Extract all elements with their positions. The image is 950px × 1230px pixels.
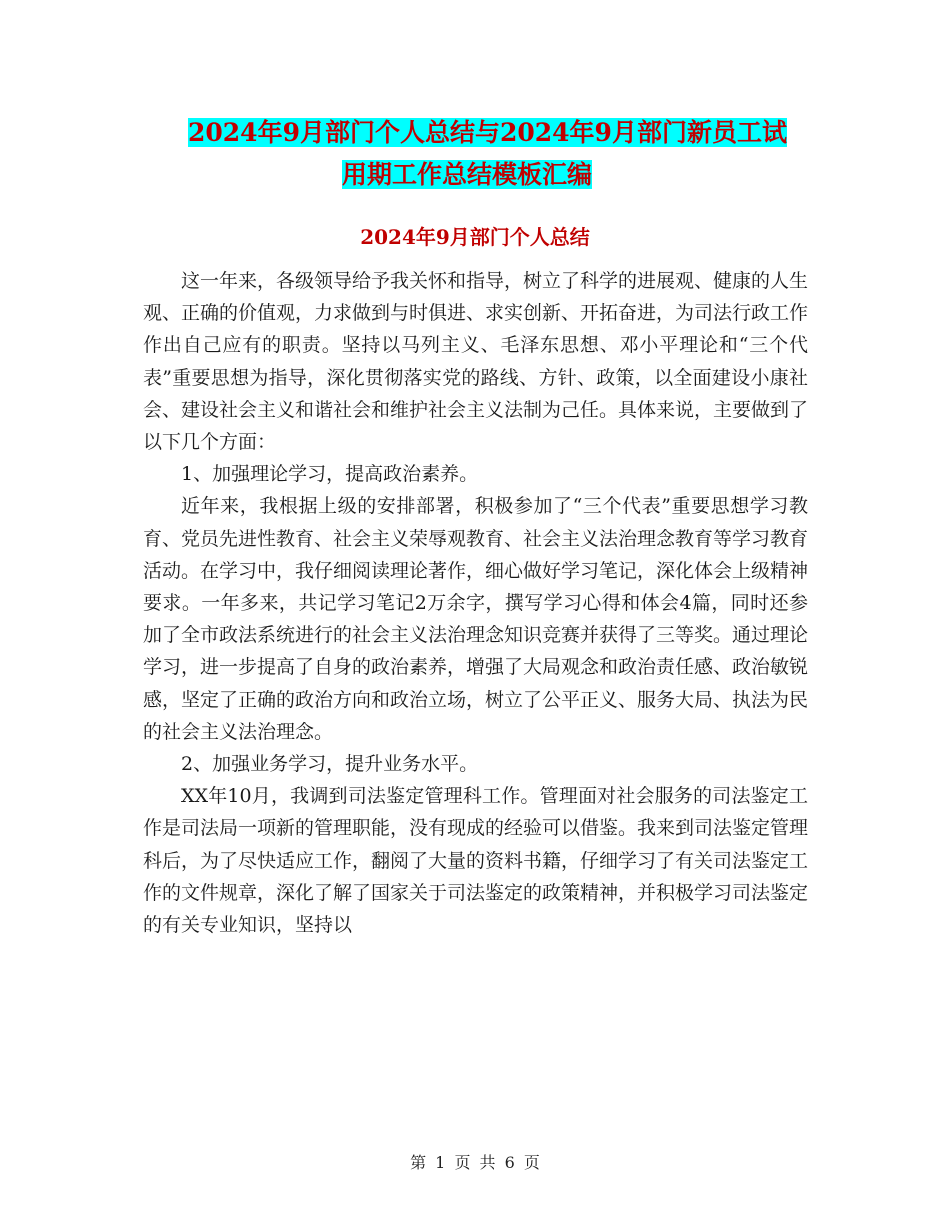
paragraph-heading-1: 1、加强理论学习，提高政治素养。 — [181, 463, 479, 486]
paragraph-heading-2: 2、加强业务学习，提升业务水平。 — [181, 753, 479, 776]
document-title-line-2: 用期工作总结模板汇编 — [342, 160, 593, 189]
document-title-line-1: 2024年9月部门个人总结与2024年9月部门新员工试 — [188, 118, 787, 147]
paragraph-intro: 这一年来，各级领导给予我关怀和指导，树立了科学的进展观、健康的人生观、正确的价值观，力求做到与时俱进、求实创新、开拓奋进，为司法行政工作作出自己应有的职责。坚持以马列主义、毛泽东思想、邓小平理论和“三个代表”重要思想为指导，深化贯彻落实党的路线、方针、政策，以全面建设小康社会、建设社会主义和谐社会和维护社会主义法制为己任。具体来说，主要做到了以下几个方面： — [143, 270, 809, 454]
paragraph-theory-study: 近年来，我根据上级的安排部署，积极参加了“三个代表”重要思想学习教育、党员先进性教育、社会主义荣辱观教育、社会主义法治理念教育等学习教育活动。在学习中，我仔细阅读理论著作，细心做好学习笔记，深化体会上级精神要求。一年多来，共记学习笔记2万余字，撰写学习心得和体会4篇，同时还参加了全市政法系统进行的社会主义法治理念知识竞赛并获得了三等奖。通过理论学习，进一步提高了自身的政治素养，增强了大局观念和政治责任感、政治敏锐感，坚定了正确的政治方向和政治立场，树立了公平正义、服务大局、执法为民的社会主义法治理念。 — [143, 495, 809, 743]
page-footer: 第 1 页 共 6 页 — [410, 1153, 540, 1172]
paragraph-business-study: XX年10月，我调到司法鉴定管理科工作。管理面对社会服务的司法鉴定工作是司法局一项新的管理职能，没有现成的经验可以借鉴。我来到司法鉴定管理科后，为了尽快适应工作，翻阅了大量的资料书籍，仔细学习了有关司法鉴定工作的文件规章，深化了解了国家关于司法鉴定的政策精神，并积极学习司法鉴定的有关专业知识，坚持以 — [143, 785, 809, 937]
document-body — [143, 265, 808, 941]
document-title — [140, 112, 810, 196]
section-title: 2024年9月部门个人总结 — [360, 225, 590, 249]
